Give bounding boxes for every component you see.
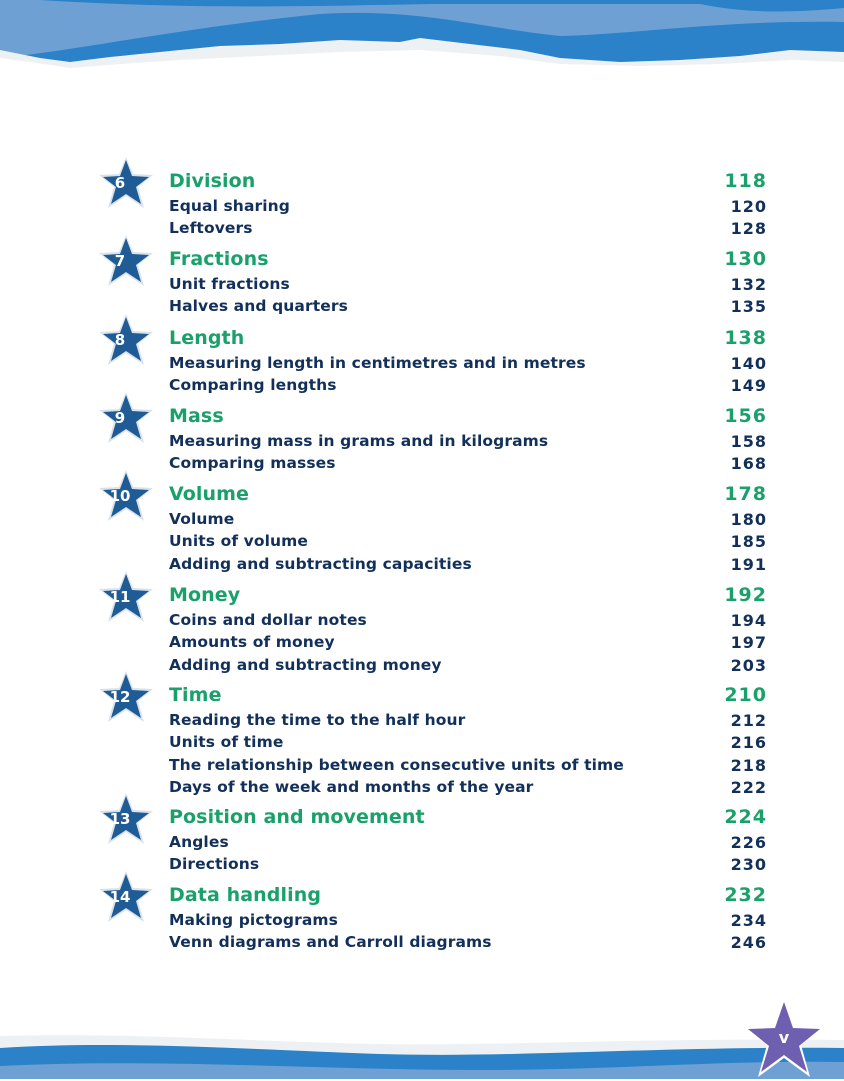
section-entry[interactable] (169, 555, 767, 577)
chapter-number-badge (98, 313, 154, 367)
section-page: 128 (730, 219, 767, 239)
section-title: Volume (169, 510, 235, 528)
chapter-number: 9 (114, 409, 126, 427)
section-entry[interactable] (169, 275, 767, 297)
section-entry[interactable] (169, 532, 767, 554)
section-title: Measuring mass in grams and in kilograms (169, 432, 549, 450)
section-entry[interactable] (169, 454, 767, 476)
chapter-page: 130 (724, 248, 767, 270)
section-page: 226 (730, 833, 767, 852)
section-title: Comparing lengths (169, 376, 337, 395)
chapter-heading[interactable] (169, 248, 767, 270)
chapter-heading[interactable] (169, 170, 767, 192)
footer-wave-band (0, 1020, 844, 1079)
chapter-heading[interactable] (169, 806, 767, 828)
section-entry[interactable] (169, 510, 767, 532)
section-entry[interactable] (169, 354, 767, 376)
chapter-page: 210 (724, 684, 767, 706)
section-title: Days of the week and months of the year (169, 777, 534, 796)
section-page: 197 (730, 633, 767, 653)
section-title: Reading the time to the half hour (169, 711, 466, 729)
section-entry[interactable] (169, 733, 767, 755)
section-page: 216 (730, 733, 767, 753)
section-page: 132 (730, 275, 767, 294)
section-page: 140 (730, 354, 767, 373)
section-page: 203 (730, 655, 767, 675)
chapter-number: 10 (109, 487, 131, 505)
section-entry[interactable] (169, 711, 767, 733)
section-entry[interactable] (169, 432, 767, 454)
section-entry[interactable] (169, 656, 767, 678)
chapter-heading[interactable] (169, 884, 767, 906)
chapter-number-badge (98, 670, 154, 724)
chapter-number: 13 (109, 810, 131, 828)
section-page: 194 (730, 611, 767, 630)
chapter-title: Fractions (169, 248, 269, 270)
section-entry[interactable] (169, 376, 767, 398)
chapter-page: 156 (724, 405, 767, 427)
section-page: 234 (730, 911, 767, 930)
section-entry[interactable] (169, 756, 767, 778)
section-title: Coins and dollar notes (169, 611, 367, 629)
section-title: Adding and subtracting money (169, 655, 442, 674)
chapter-title: Mass (169, 405, 224, 427)
chapter-page: 224 (724, 806, 767, 828)
section-page: 120 (730, 197, 767, 216)
section-page: 218 (730, 755, 767, 775)
section-title: Unit fractions (169, 275, 290, 293)
section-title: Amounts of money (169, 633, 335, 652)
chapter-number: 7 (114, 252, 126, 270)
page-number-badge (741, 995, 827, 1079)
chapter-page: 138 (724, 327, 767, 349)
chapter-number: 8 (114, 331, 126, 349)
section-page: 246 (730, 933, 767, 953)
section-entry[interactable] (169, 933, 767, 955)
section-page: 230 (730, 855, 767, 875)
section-title: Measuring length in centimetres and in metres (169, 354, 586, 372)
section-title: Making pictograms (169, 911, 338, 929)
chapter-heading[interactable] (169, 483, 767, 505)
section-title: Venn diagrams and Carroll diagrams (169, 933, 492, 952)
section-entry[interactable] (169, 855, 767, 877)
section-title: Equal sharing (169, 197, 290, 215)
section-entry[interactable] (169, 219, 767, 241)
chapter-number-badge (98, 156, 154, 210)
chapter-page: 192 (724, 584, 767, 606)
chapter-title: Time (169, 684, 222, 706)
section-entry[interactable] (169, 297, 767, 319)
header-wave-band (0, 0, 844, 70)
chapter-number: 11 (109, 588, 131, 606)
chapter-title: Volume (169, 483, 250, 505)
section-title: Directions (169, 855, 260, 874)
chapter-number: 12 (109, 688, 131, 706)
chapter-heading[interactable] (169, 684, 767, 706)
section-page: 191 (730, 554, 767, 574)
chapter-title: Division (169, 170, 256, 192)
section-title: Angles (169, 833, 229, 851)
chapter-page: 178 (724, 483, 767, 505)
section-page: 180 (730, 510, 767, 529)
chapter-heading[interactable] (169, 584, 767, 606)
section-entry[interactable] (169, 833, 767, 855)
chapter-number-badge (98, 792, 154, 846)
section-entry[interactable] (169, 778, 767, 800)
chapter-number: 14 (109, 888, 131, 906)
chapter-number-badge (98, 469, 154, 523)
section-title: Units of time (169, 733, 284, 752)
section-page: 168 (730, 454, 767, 474)
chapter-title: Length (169, 327, 245, 349)
section-entry[interactable] (169, 611, 767, 633)
section-page: 212 (730, 711, 767, 730)
section-title: Units of volume (169, 532, 309, 551)
chapter-heading[interactable] (169, 327, 767, 349)
chapter-number-badge (98, 234, 154, 288)
chapter-number-badge (98, 391, 154, 445)
section-page: 222 (730, 777, 767, 797)
section-page: 135 (730, 297, 767, 317)
chapter-number: 6 (114, 174, 126, 192)
section-entry[interactable] (169, 197, 767, 219)
section-title: Leftovers (169, 219, 253, 238)
section-page: 158 (730, 432, 767, 451)
section-entry[interactable] (169, 633, 767, 655)
chapter-title: Money (169, 584, 241, 606)
page-number: v (778, 1028, 790, 1047)
chapter-heading[interactable] (169, 405, 767, 427)
section-entry[interactable] (169, 911, 767, 933)
section-page: 149 (730, 376, 767, 396)
section-title: Halves and quarters (169, 297, 348, 316)
chapter-title: Position and movement (169, 806, 425, 828)
chapter-page: 232 (724, 884, 767, 906)
section-title: Comparing masses (169, 454, 336, 473)
section-title: The relationship between consecutive units of time (169, 755, 624, 774)
chapter-number-badge (98, 570, 154, 624)
chapter-title: Data handling (169, 884, 322, 906)
section-title: Adding and subtracting capacities (169, 554, 472, 573)
chapter-page: 118 (724, 170, 767, 192)
section-page: 185 (730, 532, 767, 552)
chapter-number-badge (98, 870, 154, 924)
